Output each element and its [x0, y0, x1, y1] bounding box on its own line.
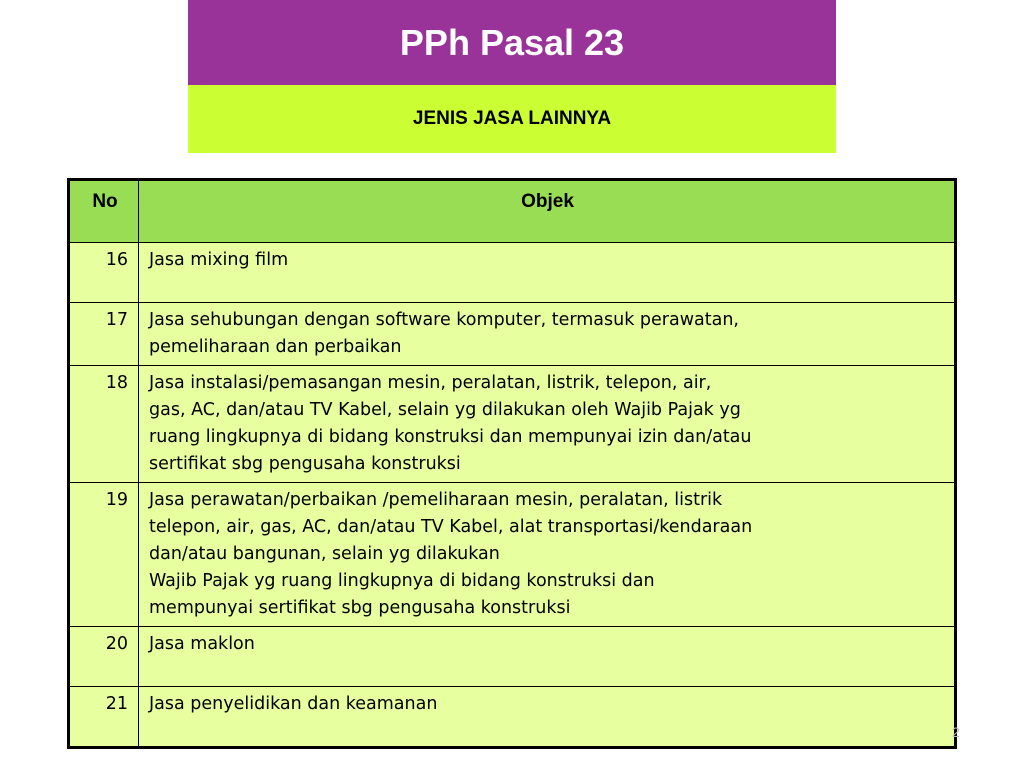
row-objek [139, 303, 956, 366]
objek-line: telepon, air, gas, AC, dan/atau TV Kabel, alat transportasi/kendaraan [149, 517, 753, 537]
objek-line: sertifikat sbg pengusaha konstruksi [149, 454, 461, 474]
row-objek [139, 687, 956, 748]
row-objek [139, 483, 956, 627]
objek-line: pemeliharaan dan perbaikan [149, 337, 402, 357]
objek-line: Jasa maklon [149, 634, 255, 654]
table-row [69, 687, 956, 748]
row-number: 17 [69, 303, 139, 366]
objek-line: Wajib Pajak yg ruang lingkupnya di bidang konstruksi dan [149, 571, 655, 591]
header-no: No [69, 180, 139, 243]
row-number: 18 [69, 366, 139, 483]
header-objek: Objek [139, 180, 956, 243]
objek-line: ruang lingkupnya di bidang konstruksi dan mempunyai izin dan/atau [149, 427, 752, 447]
objek-line: Jasa perawatan/perbaikan /pemeliharaan mesin, peralatan, listrik [149, 490, 723, 510]
table-row [69, 243, 956, 303]
objek-line: dan/atau bangunan, selain yg dilakukan [149, 544, 500, 564]
slide-title: PPh Pasal 23 [188, 0, 836, 85]
table-header-row [69, 180, 956, 243]
row-objek [139, 243, 956, 303]
row-number: 16 [69, 243, 139, 303]
table-row [69, 627, 956, 687]
page-number: 2 [952, 724, 960, 740]
slide-subtitle: JENIS JASA LAINNYA [188, 85, 836, 153]
objek-line: mempunyai sertifikat sbg pengusaha konstruksi [149, 598, 571, 618]
table-row [69, 366, 956, 483]
row-objek [139, 627, 956, 687]
objek-line: Jasa instalasi/pemasangan mesin, peralatan, listrik, telepon, air, [149, 373, 712, 393]
objek-line: Jasa sehubungan dengan software komputer, termasuk perawatan, [149, 310, 739, 330]
row-number: 19 [69, 483, 139, 627]
row-number: 21 [69, 687, 139, 748]
table-row [69, 303, 956, 366]
objek-table [67, 178, 957, 749]
objek-line: Jasa penyelidikan dan keamanan [149, 694, 438, 714]
row-objek [139, 366, 956, 483]
table-row [69, 483, 956, 627]
objek-line: gas, AC, dan/atau TV Kabel, selain yg dilakukan oleh Wajib Pajak yg [149, 400, 741, 420]
row-number: 20 [69, 627, 139, 687]
objek-line: Jasa mixing film [149, 250, 289, 270]
